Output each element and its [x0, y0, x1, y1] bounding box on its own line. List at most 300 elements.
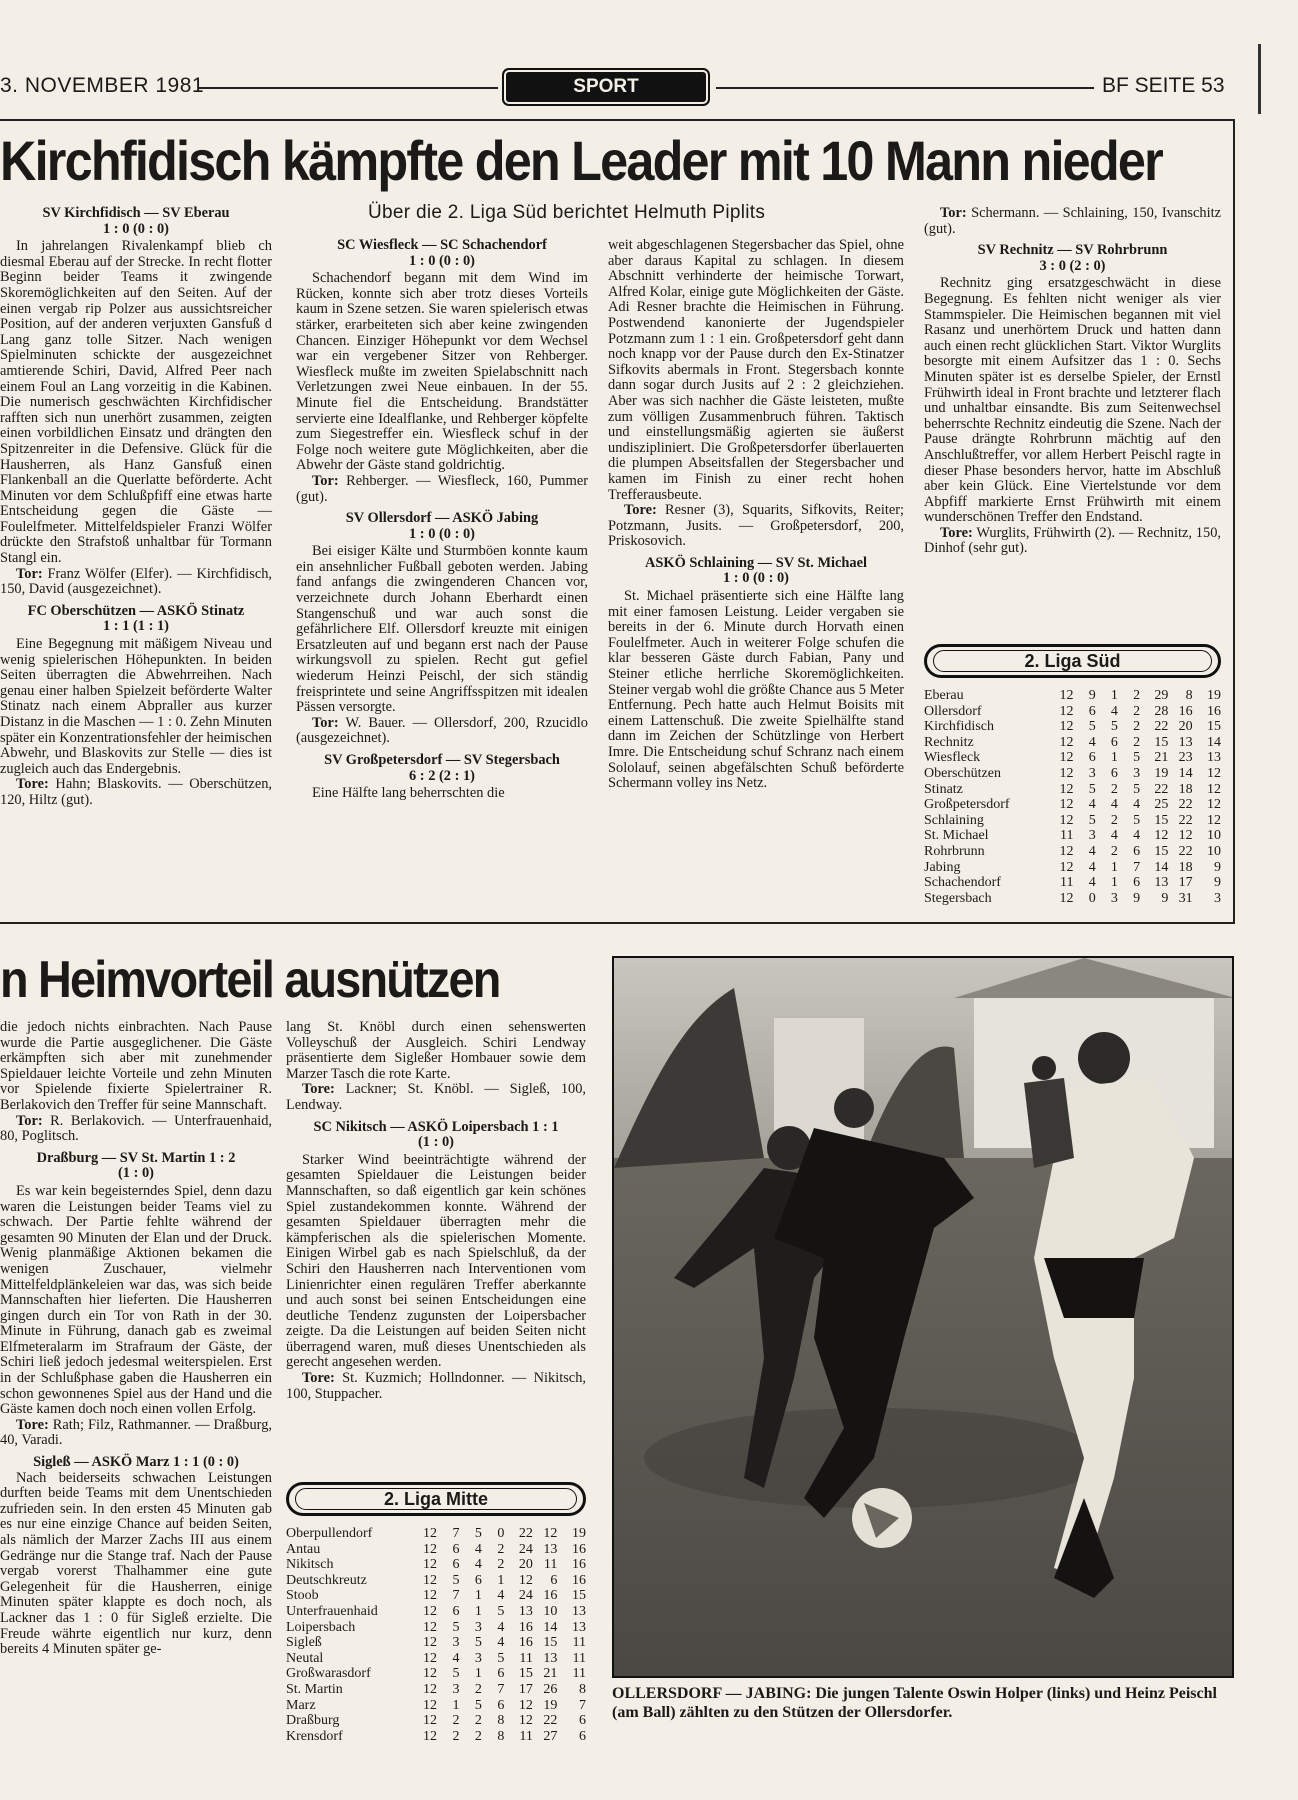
stat-cell: 2: [1133, 734, 1141, 750]
team-name: Jabing: [924, 859, 961, 875]
stat-cell: 12: [1059, 703, 1074, 719]
scorers-line: Tor: Schermann. — Schlaining, 150, Ivanschitz (gut).: [924, 205, 1221, 237]
stat-cell: 2: [452, 1713, 460, 1729]
standings-row: [924, 704, 1221, 720]
standings-table-mitte: [286, 1526, 586, 1744]
stat-cell: 4: [1110, 828, 1118, 844]
stat-cell: 23: [1178, 750, 1193, 766]
football-photo-illustration: [614, 958, 1234, 1678]
article-column-6: [286, 1020, 586, 1402]
stat-cell: 18: [1178, 781, 1193, 797]
scorers-line: Tor: W. Bauer. — Ollersdorf, 200, Rzucidlo (ausgezeichnet).: [296, 714, 588, 747]
stat-cell: 3: [1088, 828, 1096, 844]
table-title-sued: 2. Liga Süd: [924, 644, 1221, 678]
stat-cell: 13: [518, 1603, 533, 1619]
stat-cell: 2: [474, 1681, 482, 1697]
stat-cell: 12: [423, 1526, 437, 1541]
stat-cell: 3: [1133, 765, 1141, 781]
stat-cell: 6: [1088, 750, 1096, 766]
stat-cell: 14: [1178, 765, 1193, 781]
match-heading: Draßburg — SV St. Martin 1 : 2: [36, 1149, 236, 1166]
team-name: Deutschkreutz: [286, 1572, 367, 1588]
match-heading: SC Wiesfleck — SC Schachendorf: [337, 237, 547, 253]
stat-cell: 16: [1207, 703, 1221, 719]
article-paragraph: weit abgeschlagenen Stegersbacher das Spiel, ohne aber daraus Kapital zu schlagen. In diesem Abschnitt verhinderte der heimische Torwart, Alfred Kolar, einige gute Möglichkeiten der Gäste. Adi Resner brachte die Heimischen in Führung. Postwendend kanonierte der Jugendspieler Potzmann zum 1 : 1 ein. Großpetersdorf geht dann noch knapp vor der Pause durch den Ex-Stinatzer Sifkovits abermals in Front. Stegersbach konnte dann sogar durch Jusits auf 2 : 2 gleichziehen. Aber was sich nachher die Gäste leisteten, mußte zum völligen Zusammenbruch führen. Taktisch und einstellungsmäßig agierten sie äußerst undiszipliniert. Die Großpetersdorfer überlauerten die plumpen Abseitsfallen der Stegersbacher und kamen im Finish zu einer recht hohen Trefferausbeute.: [608, 237, 904, 503]
stat-cell: 19: [572, 1526, 586, 1541]
stat-cell: 0: [497, 1526, 505, 1541]
scorers-line: Tor: Franz Wölfer (Elfer). — Kirchfidisch, 150, David (ausgezeichnet).: [0, 565, 272, 598]
stat-cell: 4: [1088, 843, 1096, 859]
stat-cell: 7: [579, 1697, 586, 1713]
stat-cell: 12: [1059, 781, 1074, 797]
stat-cell: 22: [518, 1526, 533, 1541]
stat-cell: 11: [543, 1557, 558, 1573]
article-paragraph: Eine Hälfte lang beherrschten die: [312, 785, 505, 802]
stat-cell: 1: [1110, 875, 1118, 891]
stat-cell: 12: [423, 1635, 437, 1651]
stat-cell: 9: [1133, 890, 1141, 906]
match-score: (1 : 0): [418, 1134, 454, 1151]
stat-cell: 4: [1110, 703, 1118, 719]
match-photo: [612, 956, 1234, 1678]
stat-cell: 9: [1161, 890, 1169, 906]
page-header: [0, 72, 1298, 102]
stat-cell: 2: [1110, 812, 1118, 828]
stat-cell: 3: [452, 1681, 460, 1697]
stat-cell: 12: [423, 1572, 437, 1588]
standings-table-sued: [924, 688, 1221, 906]
team-name: Rohrbrunn: [924, 843, 985, 859]
stat-cell: 22: [543, 1713, 558, 1729]
team-name: Oberpullendorf: [286, 1526, 373, 1541]
stat-cell: 12: [423, 1713, 437, 1729]
standings-row: [924, 844, 1221, 860]
stat-cell: 6: [1110, 734, 1118, 750]
article-paragraph: Es war kein begeisterndes Spiel, denn dazu waren die Leistungen beider Teams viel zu schwach. Der Partie fehlte während der gesamten 90 Minuten der Elan und der Druck. Wenig planmäßige Aktionen bekamen die wenigen Zuschauer, vielmehr Mittelfeldplänkeleien war das, was sich beide Mannschaften hier lieferten. Die Hausherren gingen durch ein Tor von Rath in der 30. Minute in Führung, danach gab es zweimal Elfmeteralarm im Strafraum der Gäste, der Schiri ließ jedoch jedesmal weiterspielen. Erst in der Schlußphase gaben die Hausherren ein schon gewonnenes Spiel aus der Hand und die Gäste kamen doch noch einen vollen Erfolg.: [0, 1182, 272, 1418]
stat-cell: 5: [1088, 719, 1096, 735]
team-name: Antau: [286, 1541, 321, 1557]
stat-cell: 2: [1133, 703, 1141, 719]
stat-cell: 12: [423, 1650, 437, 1666]
stat-cell: 5: [497, 1603, 505, 1619]
standings-row: [924, 750, 1221, 766]
stat-cell: 5: [452, 1572, 460, 1588]
stat-cell: 8: [1185, 688, 1193, 703]
stat-cell: 4: [474, 1557, 482, 1573]
stat-cell: 15: [572, 1588, 586, 1604]
stat-cell: 16: [543, 1588, 558, 1604]
stat-cell: 6: [579, 1713, 586, 1729]
stat-cell: 12: [1154, 828, 1169, 844]
stat-cell: 12: [518, 1697, 533, 1713]
standings-row: [924, 719, 1221, 735]
stat-cell: 13: [543, 1650, 558, 1666]
standings-row: [924, 891, 1221, 907]
team-name: St. Martin: [286, 1681, 343, 1697]
stat-cell: 22: [1178, 843, 1193, 859]
stat-cell: 13: [572, 1619, 586, 1635]
team-name: Stinatz: [924, 781, 963, 797]
stat-cell: 22: [1154, 781, 1169, 797]
stat-cell: 5: [1133, 812, 1141, 828]
article-paragraph: In jahrelangen Rivalenkampf blieb ch diesmal Eberau auf der Strecke. In recht flotter Beginn beider Teams it zwingende Skoremöglichkeiten auf den Seiten. Auf der einen vergab rip Polzer aus aussichtsreicher Position, auf der anderen verjuxten Gansfuß d Lang ganz tolle Sitzer. Nach wenigen Spielminuten schickte der ausgezeichnet amtierende Schiri, David, Alfred Peer nach einem Foul an Lang vorzeitig in die Kabinen. Die numerisch geschwächten Kirchfidischer rafften sich nun unerhört zusammen, zeigten einen vorbildlichen Einsatz und drängten den Spitzenreiter in die Defensive. Glück für die Hausherren, als Hanz Gansfuß einen Flankenball an die Querlatte beförderte. Acht Minuten vor dem Schlußpfiff eine etwas harte Entscheidung gegen die Gäste — Foulelfmeter. Mittelfeldspieler Franzi Wölfer drückte den Strafstoß unhaltbar für Tormann Stangl ein.: [0, 238, 272, 567]
stat-cell: 12: [1059, 750, 1074, 766]
stat-cell: 3: [1088, 765, 1096, 781]
stat-cell: 15: [1154, 812, 1169, 828]
stat-cell: 0: [1088, 890, 1096, 906]
team-name: Großwarasdorf: [286, 1666, 371, 1682]
stat-cell: 14: [543, 1619, 558, 1635]
scorers-label: Tore:: [624, 502, 657, 519]
issue-date: 3. NOVEMBER 1981: [0, 74, 205, 97]
standings-row: [286, 1573, 586, 1589]
stat-cell: 15: [1207, 719, 1221, 735]
stat-cell: 5: [1133, 781, 1141, 797]
stat-cell: 12: [1059, 688, 1074, 703]
stat-cell: 4: [1088, 875, 1096, 891]
scorers-label: Tor:: [312, 472, 339, 489]
team-name: Rechnitz: [924, 734, 974, 750]
article-paragraph: Starker Wind beeinträchtigte während der gesamten Spieldauer die Leistungen beider Mannschaften, so daß eigentlich gar kein schönes Spiel zustandekommen konnte. Während der gesamten Spieldauer überragten mehr die kämpferischen als die spielerischen Momente. Einigen Wirbel gab es nach Spielschluß, da der Schiri den Hausherren nach Interventionen vom Linienrichter einen regulären Treffer aberkannte und auch sonst bei seinen Entscheidungen eine deutliche Tendenz zugunsten der Loipersbacher zeigte. Da die Leistungen auf beiden Seiten nicht überragend waren, muß dieses Unentschieden als gerecht angesehen werden.: [286, 1151, 586, 1371]
stat-cell: 12: [1059, 734, 1074, 750]
stat-cell: 13: [1207, 750, 1221, 766]
scorers-label: Tor:: [16, 565, 43, 582]
stat-cell: 28: [1154, 703, 1169, 719]
scorers-line: Tore: St. Kuzmich; Hollndonner. — Nikitsch, 100, Stuppacher.: [286, 1370, 586, 1402]
match-heading: SV Rechnitz — SV Rohrbrunn: [977, 242, 1168, 259]
team-name: Eberau: [924, 688, 964, 703]
stat-cell: 15: [1154, 734, 1169, 750]
stat-cell: 4: [1133, 828, 1141, 844]
stat-cell: 24: [518, 1588, 533, 1604]
standings-row: [286, 1666, 586, 1682]
stat-cell: 22: [1178, 812, 1193, 828]
stat-cell: 7: [1133, 859, 1141, 875]
article-column-5: [0, 1020, 272, 1658]
standings-row: [286, 1620, 586, 1636]
stat-cell: 5: [452, 1619, 460, 1635]
stat-cell: 12: [1207, 781, 1221, 797]
scorers-line: Tore: Resner (3), Squarits, Sifkovits, Reiter; Potzmann, Jusits. — Großpetersdorf, 200, Priskosovich.: [608, 502, 904, 550]
article-column-4: [924, 206, 1221, 557]
stat-cell: 10: [1207, 843, 1221, 859]
stat-cell: 27: [543, 1728, 558, 1744]
main-headline: Kirchfidisch kämpfte den Leader mit 10 Mann nieder: [0, 129, 1162, 192]
stat-cell: 14: [1207, 734, 1221, 750]
stat-cell: 22: [1154, 719, 1169, 735]
match-heading: ASKÖ Schlaining — SV St. Michael: [644, 554, 868, 571]
scorers-label: Tore:: [16, 776, 49, 793]
scorers-line: Tore: Hahn; Blaskovits. — Oberschützen, 120, Hiltz (gut).: [0, 776, 272, 808]
stat-cell: 12: [1207, 812, 1221, 828]
stat-cell: 12: [1059, 765, 1074, 781]
article-paragraph: Schachendorf begann mit dem Wind im Rücken, konnte sich aber trotz dieses Vorteils kaum in Szene setzen. Sie waren spielerisch etwas stärker, erarbeiteten sich aber keine zwingenden Chancen. Einziger Höhepunkt vor dem Wechsel war ein vergebener Sitzer von Rehberger. Wiesfleck mußte im zweiten Spielabschnitt nach Verletzungen zwei Neue einbauen. In der 55. Minute fiel die Entscheidung. Brandstätter servierte eine Idealflanke, und Rehberger köpfelte zum Siegestreffer ein. Wiesfleck schuf in der Folge noch weitere gute Möglichkeiten, aber die Abwehr der Gäste stand goldrichtig.: [296, 270, 588, 474]
team-name: Schlaining: [924, 812, 984, 828]
team-name: Loipersbach: [286, 1619, 356, 1635]
team-name: Unterfrauenhaid: [286, 1603, 378, 1619]
match-heading: SV Ollersdorf — ASKÖ Jabing: [345, 510, 539, 527]
standings-row: [924, 782, 1221, 798]
stat-cell: 5: [474, 1697, 482, 1713]
stat-cell: 19: [1207, 688, 1221, 703]
stat-cell: 12: [518, 1713, 533, 1729]
match-score: 1 : 0 (0 : 0): [103, 220, 169, 237]
article-paragraph: Rechnitz ging ersatzgeschwächt in diese Begegnung. Es fehlten nicht weniger als vier Stammspieler. Die Heimischen begannen mit viel Rasanz und unerhörtem Druck und hatten dann auch einen recht glücklichen Start. Viktor Wurglits besorgte mit einem Aufsitzer das 1 : 0. Sechs Minuten später ist es derselbe Spieler, der Ernstl Frühwirth ideal in Front brachte und letzterer flach und unhaltbar einsandte. Bis zum Seitenwechsel beherrschte Rechnitz eindeutig die Szene. Nach der Pause drängte Rohrbrunn mächtig auf den Anschlußtreffer, vor allem Herbert Peischl ragte in dieser Phase besonders hervor, hatte im Abschluß aber kein Glück. Eine Viertelstunde vor dem Abpfiff markierte Ernst Frühwirth mit einem wunderschönen Treffer den Endstand.: [924, 275, 1221, 526]
header-rule-right: [716, 87, 1094, 89]
stat-cell: 11: [572, 1666, 586, 1682]
standings-row: [924, 813, 1221, 829]
team-name: Kirchfidisch: [924, 719, 994, 735]
team-name: Neutal: [286, 1650, 324, 1666]
article-paragraph: die jedoch nichts einbrachten. Nach Pause wurde die Partie ausgeglichener. Die Gäste erkämpften sich aber mit zunehmender Spieldauer leichte Vorteile und zehn Minuten vor Spielende fixierte Spielertrainer R. Berlakovich den Treffer für seine Mannschaft.: [0, 1019, 272, 1113]
stat-cell: 2: [452, 1728, 460, 1744]
stat-cell: 16: [518, 1635, 533, 1651]
team-name: Marz: [286, 1697, 316, 1713]
stat-cell: 9: [1214, 859, 1221, 875]
team-name: Wiesfleck: [924, 750, 981, 766]
standings-row: [286, 1526, 586, 1542]
stat-cell: 7: [497, 1681, 505, 1697]
stat-cell: 16: [572, 1557, 586, 1573]
scorers-line: Tore: Lackner; St. Knöbl. — Sigleß, 100, Lendway.: [286, 1081, 586, 1113]
scorers-line: Tor: R. Berlakovich. — Unterfrauenhaid, 80, Poglitsch.: [0, 1112, 272, 1145]
stat-cell: 5: [1133, 750, 1141, 766]
stat-cell: 7: [452, 1526, 460, 1541]
article-column-3: [608, 238, 904, 792]
stat-cell: 6: [1133, 875, 1141, 891]
stat-cell: 4: [1133, 797, 1141, 813]
scorers-label: Tore:: [302, 1370, 335, 1387]
stat-cell: 1: [474, 1588, 482, 1604]
stat-cell: 4: [497, 1635, 505, 1651]
stat-cell: 16: [572, 1541, 586, 1557]
stat-cell: 29: [1154, 688, 1169, 703]
stat-cell: 9: [1088, 688, 1096, 703]
stat-cell: 5: [1110, 719, 1118, 735]
stat-cell: 5: [497, 1650, 505, 1666]
stat-cell: 12: [518, 1572, 533, 1588]
match-score: 1 : 1 (1 : 1): [103, 618, 169, 635]
stat-cell: 17: [1178, 875, 1193, 891]
second-headline: n Heimvorteil ausnützen: [0, 951, 500, 1009]
stat-cell: 20: [518, 1557, 533, 1573]
stat-cell: 4: [497, 1619, 505, 1635]
match-score: 1 : 0 (0 : 0): [723, 570, 789, 587]
stat-cell: 5: [1088, 781, 1096, 797]
stat-cell: 12: [1059, 843, 1074, 859]
article-column-1: [0, 206, 272, 809]
stat-cell: 4: [1088, 734, 1096, 750]
match-heading: SV Großpetersdorf — SV Stegersbach: [324, 752, 560, 768]
header-rule-left: [198, 87, 498, 89]
stat-cell: 7: [452, 1588, 460, 1604]
team-name: Schachendorf: [924, 875, 1001, 891]
stat-cell: 6: [452, 1541, 460, 1557]
standings-row: [286, 1651, 586, 1667]
stat-cell: 21: [1154, 750, 1169, 766]
stat-cell: 11: [1060, 828, 1074, 844]
stat-cell: 5: [474, 1635, 482, 1651]
stat-cell: 12: [423, 1619, 437, 1635]
article-paragraph: Nach beiderseits schwachen Leistungen durften beide Teams mit dem Unentschieden zufrieden sein. In den ersten 45 Minuten gab es nur eine einzige Chance auf beiden Seiten, als nämlich der Marzer Zachs III aus einem Gedränge nur die Stange traf. Nach der Pause vergab vorerst Thalhammer eine gute Gelegenheit für die Hausherren, einige Minuten später klappte es doch noch, als Lackner das 1 : 0 für Sigleß erzielte. Die Freude währte eigentlich nur kurz, denn bereits 4 Minuten später ge-: [0, 1469, 272, 1658]
stat-cell: 1: [1110, 859, 1118, 875]
team-name: Nikitsch: [286, 1557, 334, 1573]
standings-row: [286, 1604, 586, 1620]
stat-cell: 4: [474, 1541, 482, 1557]
article-paragraph: St. Michael präsentierte sich eine Hälfte lang mit einer famosen Leistung. Leider vergaben sie bereits in der 6. Minute durch Horvath einen Foulelfmeter. Auch in weiterer Folge schufen die klar besseren Gäste durch Fabian, Pany und Steiner etliche herrliche Skoremöglichkeiten. Steiner vergab wohl die größte Chance aus 5 Meter Entfernung. Pech hatte auch Helmut Boisits mit einem Lattenschuß. Die zweite Spielhälfte stand dann im Zeichen der Schützlinge von Herbert Imre. Die Entscheidung schuf Schranz nach einem Sololauf, seinen abgefälschten Schuß beförderte Schermann volley ins Netz.: [608, 588, 904, 792]
match-heading: Sigleß — ASKÖ Marz 1 : 1 (0 : 0): [33, 1454, 239, 1471]
standings-row: [286, 1729, 586, 1745]
stat-cell: 12: [1059, 812, 1074, 828]
stat-cell: 25: [1154, 797, 1169, 813]
stat-cell: 2: [474, 1713, 482, 1729]
team-name: Oberschützen: [924, 765, 1001, 781]
stat-cell: 3: [474, 1650, 482, 1666]
standings-row: [286, 1542, 586, 1558]
stat-cell: 12: [423, 1697, 437, 1713]
stat-cell: 14: [1154, 859, 1169, 875]
stat-cell: 10: [1207, 828, 1221, 844]
standings-row: [924, 875, 1221, 891]
stat-cell: 26: [543, 1681, 558, 1697]
stat-cell: 5: [474, 1526, 482, 1541]
stat-cell: 3: [1110, 890, 1118, 906]
table-title-mitte: 2. Liga Mitte: [286, 1482, 586, 1516]
team-name: Großpetersdorf: [924, 797, 1010, 813]
standings-row: [286, 1682, 586, 1698]
stat-cell: 10: [543, 1603, 558, 1619]
stat-cell: 2: [497, 1557, 505, 1573]
standings-row: [924, 688, 1221, 704]
page-number: BF SEITE 53: [1102, 74, 1225, 97]
stat-cell: 2: [1133, 688, 1141, 703]
team-name: Draßburg: [286, 1713, 340, 1729]
stat-cell: 1: [1110, 688, 1118, 703]
stat-cell: 8: [497, 1728, 505, 1744]
scorers-label: Tore:: [16, 1416, 49, 1433]
stat-cell: 21: [543, 1666, 558, 1682]
standings-row: [924, 860, 1221, 876]
stat-cell: 5: [1088, 812, 1096, 828]
team-name: Stoob: [286, 1588, 319, 1604]
stat-cell: 11: [572, 1650, 586, 1666]
team-name: Sigleß: [286, 1635, 322, 1651]
standings-row: [924, 797, 1221, 813]
stat-cell: 16: [572, 1572, 586, 1588]
stat-cell: 6: [474, 1572, 482, 1588]
standings-row: [286, 1635, 586, 1651]
stat-cell: 1: [497, 1572, 505, 1588]
stat-cell: 1: [452, 1697, 460, 1713]
stat-cell: 2: [497, 1541, 505, 1557]
scorers-line: Tor: Rehberger. — Wiesfleck, 160, Pummer (gut).: [296, 472, 588, 505]
stat-cell: 15: [518, 1666, 533, 1682]
stat-cell: 1: [474, 1603, 482, 1619]
article-paragraph: Eine Begegnung mit mäßigem Niveau und wenig spielerischen Höhepunkten. In beiden Seiten überragten die Abwehrreihen. Nach genau einer halben Spielzeit beförderte Walter Stinatz nach einem Abpraller aus kurzer Distanz in die Maschen — 1 : 0. Zehn Minuten später ein Konzentrationsfehler der heimischen Abwehr, und Blaskovits zur Stelle — dies ist zugleich auch das Endergebnis.: [0, 636, 272, 777]
stat-cell: 3: [452, 1635, 460, 1651]
stat-cell: 2: [1110, 843, 1118, 859]
team-name: Ollersdorf: [924, 703, 982, 719]
stat-cell: 12: [423, 1666, 437, 1682]
stat-cell: 13: [543, 1541, 558, 1557]
standings-row: [286, 1588, 586, 1604]
stat-cell: 12: [1207, 765, 1221, 781]
stat-cell: 12: [1059, 890, 1074, 906]
stat-cell: 20: [1178, 719, 1193, 735]
stat-cell: 24: [518, 1541, 533, 1557]
stat-cell: 6: [579, 1728, 586, 1744]
stat-cell: 11: [1060, 875, 1074, 891]
stat-cell: 11: [519, 1728, 533, 1744]
match-score: (1 : 0): [118, 1165, 154, 1182]
scorers-label: Tore:: [940, 524, 973, 541]
match-heading: SC Nikitsch — ASKÖ Loipersbach 1 : 1: [313, 1118, 559, 1135]
stat-cell: 13: [1178, 734, 1193, 750]
stat-cell: 8: [497, 1713, 505, 1729]
stat-cell: 13: [572, 1603, 586, 1619]
stat-cell: 16: [518, 1619, 533, 1635]
scorers-line: Tore: Wurglits, Frühwirth (2). — Rechnitz, 150, Dinhof (sehr gut).: [924, 524, 1221, 557]
stat-cell: 6: [497, 1697, 505, 1713]
stat-cell: 12: [423, 1681, 437, 1697]
stat-cell: 6: [1133, 843, 1141, 859]
stat-cell: 9: [1214, 875, 1221, 891]
stat-cell: 12: [423, 1728, 437, 1744]
stat-cell: 12: [1059, 797, 1074, 813]
scorers-label: Tor:: [16, 1112, 43, 1129]
stat-cell: 2: [1133, 719, 1141, 735]
team-name: St. Michael: [924, 828, 989, 844]
scorers-label: Tore:: [302, 1081, 335, 1098]
stat-cell: 4: [1088, 859, 1096, 875]
match-score: 3 : 0 (2 : 0): [1039, 257, 1106, 274]
article-paragraph: Bei eisiger Kälte und Sturmböen konnte kaum ein ansehnlicher Fußball geboten werden. Jabing fand anfangs die zwingenderen Chancen vor, verzeichnete durch Johann Eberhardt einen Stangenschuß und war auch sonst die gefährlichere Elf. Ollersdorf kreuzte mit einigen Ersatzleuten auf und begann erst nach der Pause wirkungsvoll zu spielen. Recht gut gefiel wiederum Heinzi Peischl, der sich ständig freisprintete und seine Angriffsspitzen mit idealen Pässen versorgte.: [296, 543, 588, 716]
stat-cell: 11: [572, 1635, 586, 1651]
scorers-label: Tor:: [940, 205, 967, 221]
stat-cell: 17: [518, 1681, 533, 1697]
stat-cell: 6: [452, 1603, 460, 1619]
stat-cell: 12: [423, 1603, 437, 1619]
stat-cell: 19: [1154, 765, 1169, 781]
stat-cell: 11: [519, 1650, 533, 1666]
match-score: 1 : 0 (0 : 0): [409, 252, 475, 269]
stat-cell: 12: [423, 1588, 437, 1604]
stat-cell: 12: [1178, 828, 1193, 844]
byline: Über die 2. Liga Süd berichtet Helmuth Piplits: [368, 202, 766, 223]
scorers-line: Tore: Rath; Filz, Rathmanner. — Draßburg, 40, Varadi.: [0, 1416, 272, 1449]
match-score: 1 : 0 (0 : 0): [409, 525, 475, 542]
stat-cell: 16: [1178, 703, 1193, 719]
stat-cell: 6: [1110, 765, 1118, 781]
stat-cell: 12: [1059, 719, 1074, 735]
scorers-label: Tor:: [312, 714, 339, 731]
standings-row: [286, 1557, 586, 1573]
section-badge: SPORT: [506, 72, 706, 102]
stat-cell: 12: [1207, 797, 1221, 813]
photo-caption: OLLERSDORF — JABING: Die jungen Talente Oswin Holper (links) und Heinz Peischl (am Ball) zählten zu den Stützen der Ollersdorfer.: [612, 1685, 1217, 1721]
article-paragraph: lang St. Knöbl durch einen sehenswerten Volleyschuß der Ausgleich. Schiri Lendway präsentierte dem Sigleßer Hombauer sowie dem Marzer Tasch die rote Karte.: [286, 1019, 586, 1082]
stat-cell: 15: [1154, 843, 1169, 859]
stat-cell: 4: [497, 1588, 505, 1604]
stat-cell: 1: [1110, 750, 1118, 766]
stat-cell: 5: [452, 1666, 460, 1682]
team-name: Krensdorf: [286, 1728, 343, 1744]
stat-cell: 2: [1110, 781, 1118, 797]
stat-cell: 12: [423, 1541, 437, 1557]
article-column-2: [296, 238, 588, 802]
stat-cell: 13: [1154, 875, 1169, 891]
stat-cell: 6: [550, 1572, 558, 1588]
